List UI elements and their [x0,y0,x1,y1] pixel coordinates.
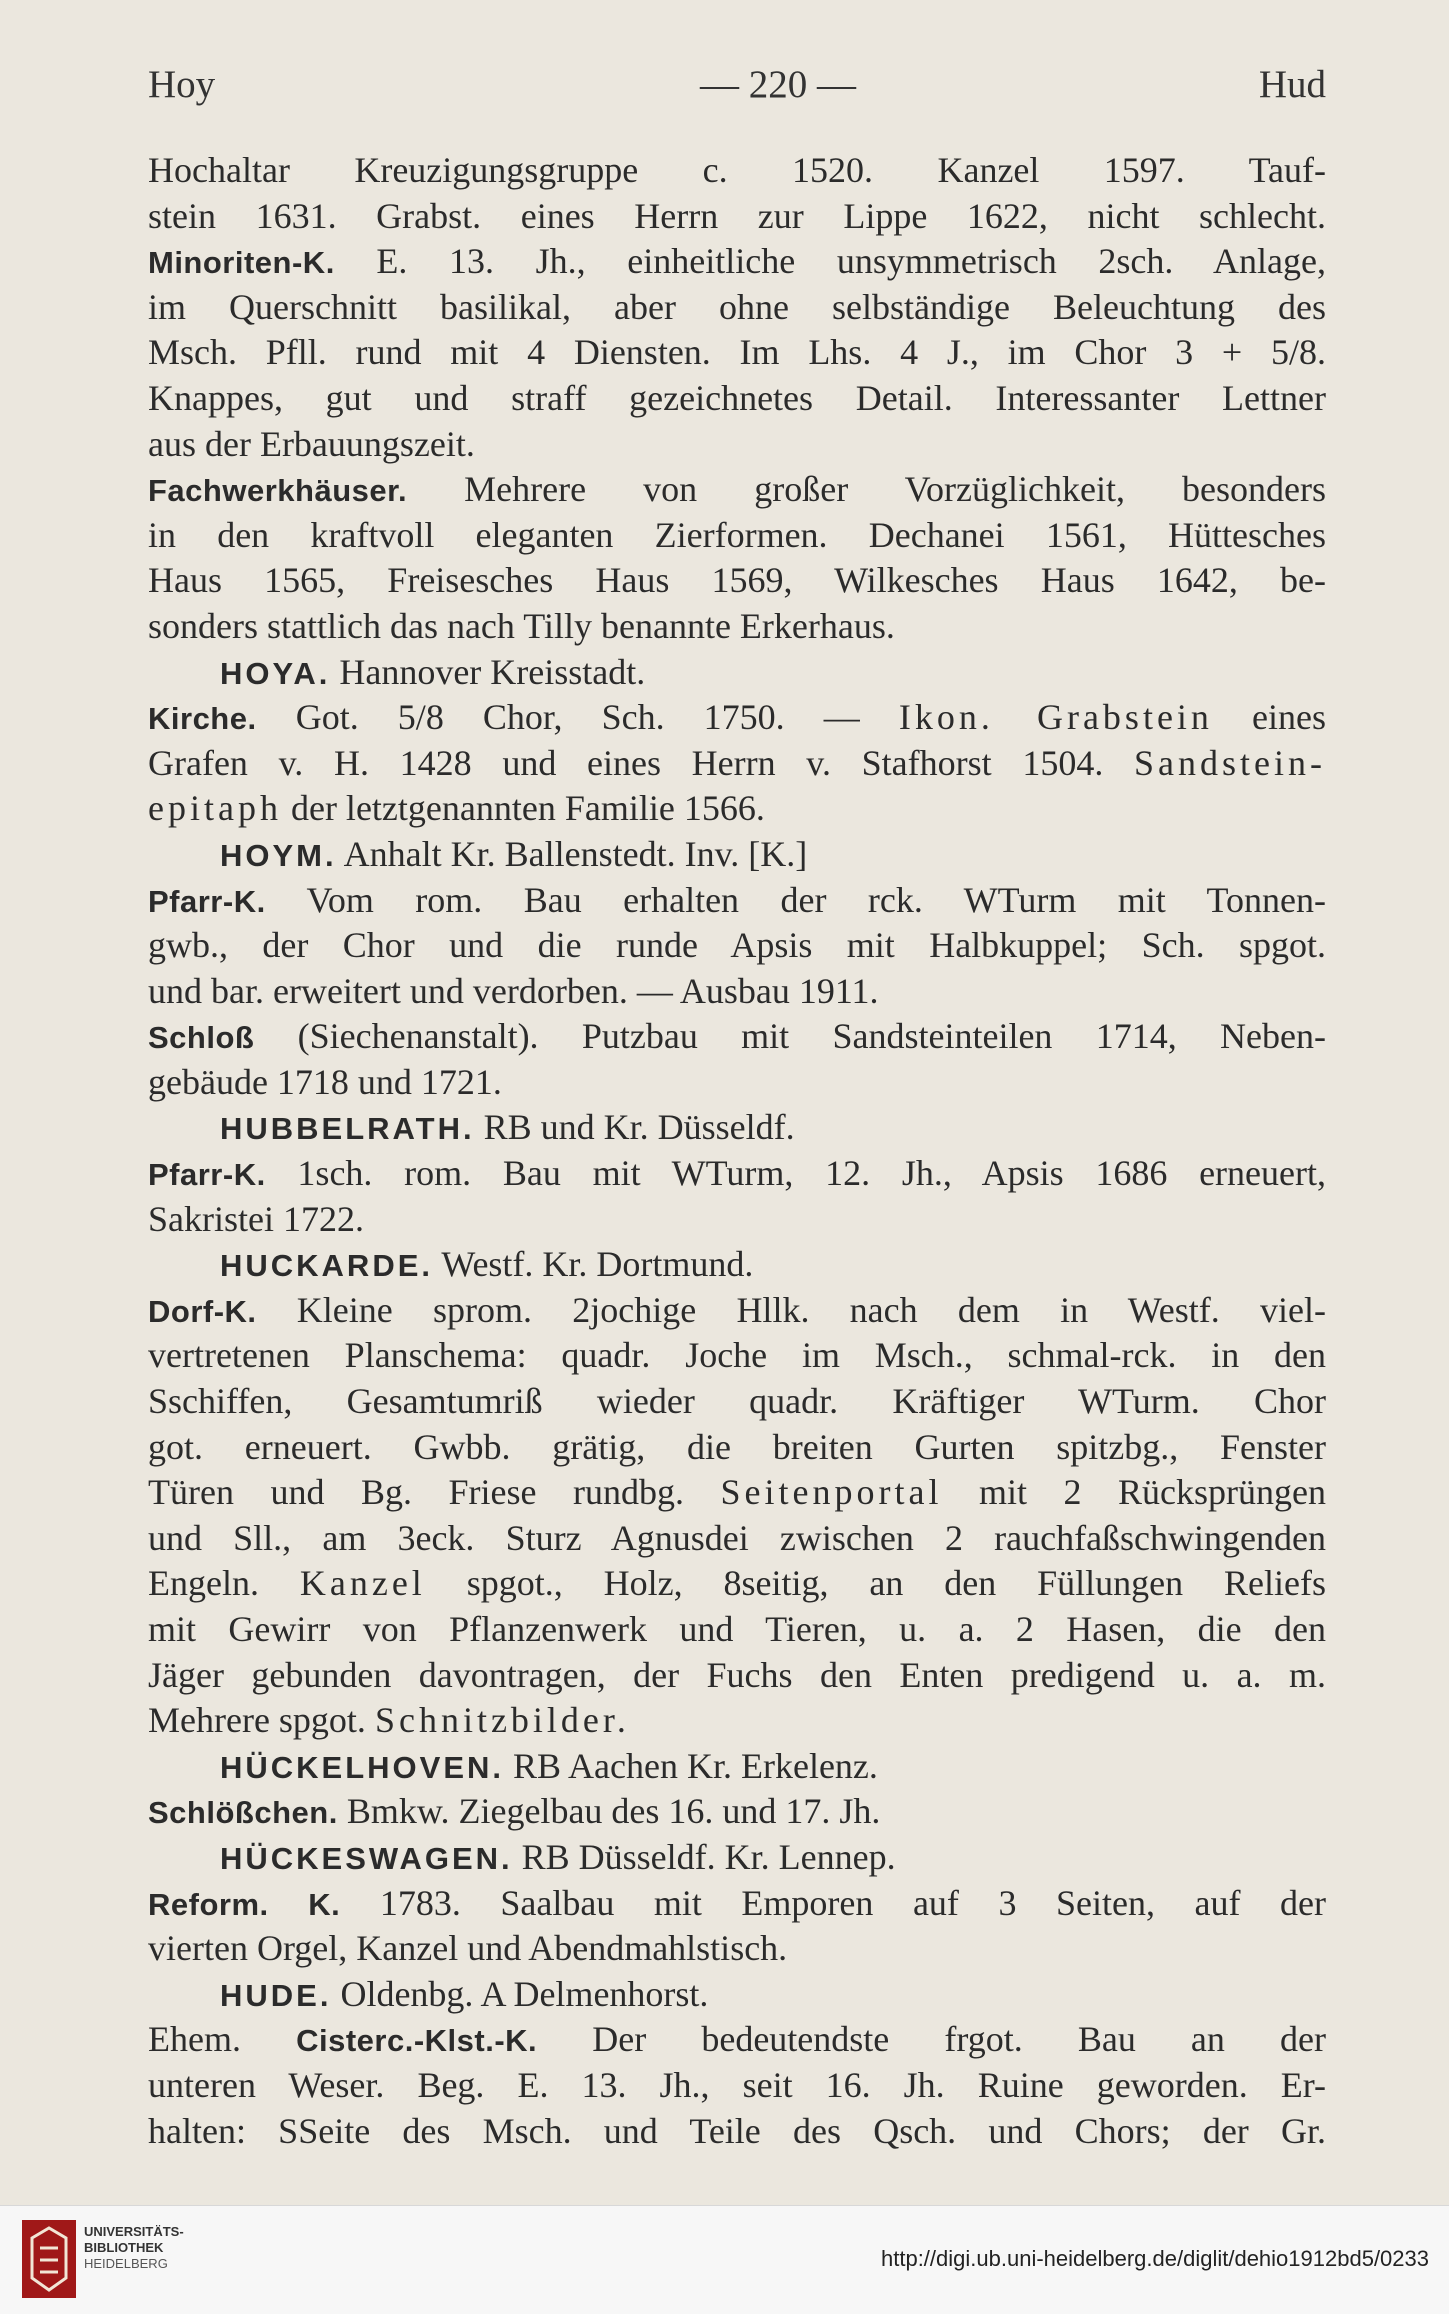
text-line: stein 1631. Grabst. eines Herrn zur Lippe 1622, nicht schlecht. [148,195,1326,236]
entry-pfarr-k: Pfarr-K. Vom rom. Bau erhalten der rck. WTurm mit Tonnen- [148,879,1326,920]
source-url-link[interactable]: http://digi.ub.uni-heidelberg.de/diglit/dehio1912bd5/0233 [881,2246,1429,2271]
place-hude: HUDE. Oldenbg. A Delmenhorst. [220,1973,709,2014]
entry-schloesschen: Schlößchen. Bmkw. Ziegelbau des 16. und 17. Jh. [148,1791,881,1832]
running-head [148,62,1326,122]
place-heading: HÜCKELHOVEN. [220,1749,505,1785]
place-hubbelrath: HUBBELRATH. RB und Kr. Düsseldf. [220,1107,795,1148]
entry-heading: Schlößchen. [148,1795,338,1831]
entry-heading: Fachwerkhäuser. [148,473,408,509]
text-line: got. erneuert. Gwbb. grätig, die breiten Gurten spitzbg., Fenster [148,1426,1326,1467]
text-line: Haus 1565, Freisesches Haus 1569, Wilkesches Haus 1642, be- [148,560,1326,601]
text-line: Sakristei 1722. [148,1198,364,1239]
place-hueckeswagen: HÜCKESWAGEN. RB Düsseldf. Kr. Lennep. [220,1836,896,1877]
university-seal-icon [20,2218,78,2300]
entry-fachwerkhaeuser: Fachwerkhäuser. Mehrere von großer Vorzüglichkeit, besonders [148,469,1326,510]
text-line: gebäude 1718 und 1721. [148,1061,502,1102]
entry-kirche: Kirche. Got. 5/8 Chor, Sch. 1750. — Ikon. Grabstein eines [148,697,1326,738]
text-line: epitaph der letztgenannten Familie 1566. [148,788,765,829]
place-hueckelhoven: HÜCKELHOVEN. RB Aachen Kr. Erkelenz. [220,1745,878,1786]
place-heading: HOYM. [220,837,337,873]
text-line: gwb., der Chor und die runde Apsis mit Halbkuppel; Sch. spgot. [148,925,1326,966]
text-line: Türen und Bg. Friese rundbg. Seitenportal mit 2 Rücksprüngen [148,1472,1326,1513]
text-line: Jäger gebunden davontragen, der Fuchs den Enten predigend u. a. m. [148,1654,1326,1695]
text-line: Mehrere spgot. Schnitzbilder. [148,1700,630,1741]
text-line: mit Gewirr von Pflanzenwerk und Tieren, u. a. 2 Hasen, die den [148,1609,1326,1649]
text-line: Msch. Pfll. rund mit 4 Diensten. Im Lhs. 4 J., im Chor 3 + 5/8. [148,332,1326,373]
entry-minoriten: Minoriten-K. E. 13. Jh., einheitliche unsymmetrisch 2sch. Anlage, [148,241,1326,282]
text-line: halten: SSeite des Msch. und Teile des Qsch. und Chors; der Gr. [148,2110,1326,2151]
place-heading: HÜCKESWAGEN. [220,1840,513,1876]
text-line: und bar. erweitert und verdorben. — Ausbau 1911. [148,970,879,1011]
entry-heading: Pfarr-K. [148,883,266,919]
text-line: aus der Erbauungszeit. [148,423,475,464]
text-line: und Sll., am 3eck. Sturz Agnusdei zwischen 2 rauchfaßschwingenden [148,1517,1326,1558]
place-hoym: HOYM. Anhalt Kr. Ballenstedt. Inv. [K.] [220,833,808,874]
running-head-right: Hud [1258,63,1326,106]
entry-reform-k: Reform. K. 1783. Saalbau mit Emporen auf 3 Seiten, auf der [148,1882,1326,1923]
text-line: in den kraftvoll eleganten Zierformen. Dechanei 1561, Hüttesches [148,514,1326,555]
entry-heading: Kirche. [148,701,257,737]
place-heading: HUDE. [220,1977,332,2013]
text-line: Knappes, gut und straff gezeichnetes Detail. Interessanter Lettner [148,377,1326,418]
text-line: im Querschnitt basilikal, aber ohne selbständige Beleuchtung des [148,286,1326,327]
entry-cisterc: Ehem. Cisterc.-Klst.-K. Der bedeutendste frgot. Bau an der [148,2019,1326,2060]
text-line: vierten Orgel, Kanzel und Abendmahlstisch. [148,1928,788,1969]
entry-heading: Reform. K. [148,1886,341,1922]
page-number: — 220 — [700,63,856,106]
text-line: Grafen v. H. 1428 und eines Herrn v. Stafhorst 1504. Sandstein- [148,742,1326,783]
entry-schloss: Schloß (Siechenanstalt). Putzbau mit Sandsteinteilen 1714, Neben- [148,1016,1326,1057]
text-line: unteren Weser. Beg. E. 13. Jh., seit 16. Jh. Ruine geworden. Er- [148,2064,1326,2105]
place-heading: HUCKARDE. [220,1248,433,1284]
text-line: vertretenen Planschema: quadr. Joche im Msch., schmal-rck. in den [148,1335,1326,1376]
place-huckarde: HUCKARDE. Westf. Kr. Dortmund. [220,1244,754,1285]
entry-heading: Cisterc.-Klst.-K. [296,2023,538,2059]
library-logo-text: UNIVERSITÄTS- BIBLIOTHEK HEIDELBERG [84,2224,184,2271]
place-heading: HUBBELRATH. [220,1111,475,1147]
text-line: Sschiffen, Gesamtumriß wieder quadr. Kräftiger WTurm. Chor [148,1381,1326,1422]
place-hoya: HOYA. Hannover Kreisstadt. [220,651,646,692]
place-heading: HOYA. [220,655,331,691]
page-body [148,148,1326,2154]
entry-pfarr-k: Pfarr-K. 1sch. rom. Bau mit WTurm, 12. Jh., Apsis 1686 erneuert, [148,1153,1326,1194]
text-line: Hochaltar Kreuzigungsgruppe c. 1520. Kanzel 1597. Tauf- [148,150,1326,190]
entry-heading: Minoriten-K. [148,245,335,281]
entry-heading: Pfarr-K. [148,1157,266,1193]
running-head-left: Hoy [148,63,216,106]
entry-dorf-k: Dorf-K. Kleine sprom. 2jochige Hllk. nach dem in Westf. viel- [148,1289,1326,1330]
text-line: Engeln. Kanzel spgot., Holz, 8seitig, an den Füllungen Reliefs [148,1563,1326,1604]
entry-heading: Schloß [148,1020,255,1056]
entry-heading: Dorf-K. [148,1293,257,1329]
text-line: sonders stattlich das nach Tilly benannte Erkerhaus. [148,605,895,646]
